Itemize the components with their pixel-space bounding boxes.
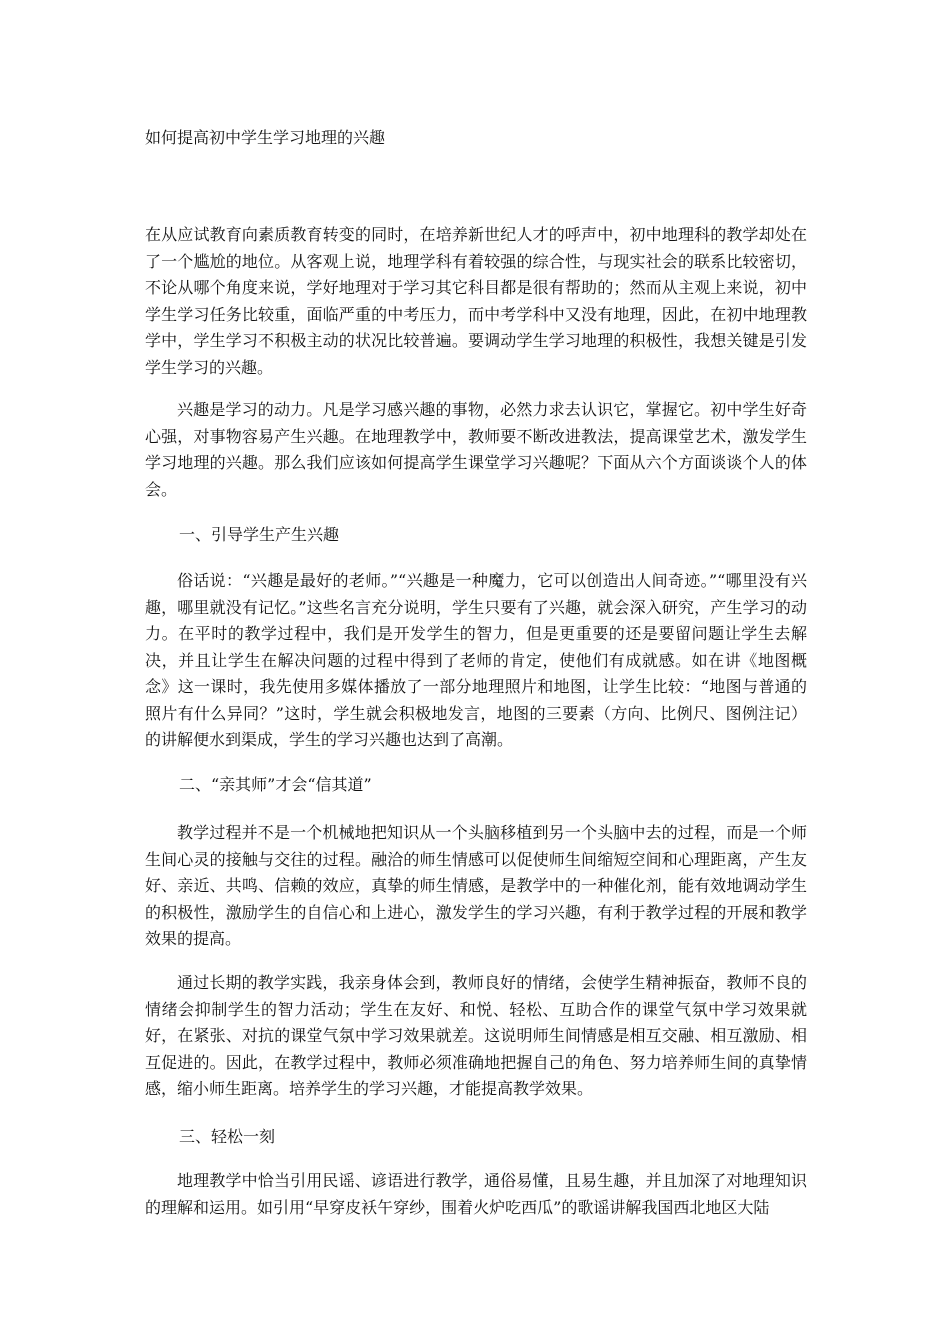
section-heading-2: 二、“亲其师”才会“信其道” [179, 775, 372, 794]
paragraph-section-1: 俗话说：“兴趣是最好的老师。”“兴趣是一种魔力，它可以创造出人间奇迹。”“哪里没有兴趣，哪里就没有记忆。”这些名言充分说明，学生只要有了兴趣，就会深入研究，产生学习的动力。在平时的教学过程中，我们是开发学生的智力，但是更重要的还是要留问题让学生去解决，并且让学生在解决问题的过程中得到了老师的肯定，使他们有成就感。如在讲《地图概念》这一课时，我先使用多媒体播放了一部分地理照片和地图，让学生比较：“地图与普通的照片有什么异同？”这时，学生就会积极地发言，地图的三要素（方向、比例尺、图例注记）的讲解便水到渠成，学生的学习兴趣也达到了高潮。 [145, 571, 807, 749]
paragraph-intro: 在从应试教育向素质教育转变的同时，在培养新世纪人才的呼声中，初中地理科的教学却处在了一个尴尬的地位。从客观上说，地理学科有着较强的综合性，与现实社会的联系比较密切，不论从哪个角度来说，学好地理对于学习其它科目都是很有帮助的；然而从主观上来说，初中学生学习任务比较重，面临严重的中考压力，而中考学科中又没有地理，因此，在初中地理教学中，学生学习不积极主动的状况比较普遍。要调动学生学习地理的积极性，我想关键是引发学生学习的兴趣。 [145, 225, 807, 377]
paragraph-section-2b: 通过长期的教学实践，我亲身体会到，教师良好的情绪，会使学生精神振奋，教师不良的情绪会抑制学生的智力活动；学生在友好、和悦、轻松、互助合作的课堂气氛中学习效果就好，在紧张、对抗的课堂气氛中学习效果就差。这说明师生间情感是相互交融、相互激励、相互促进的。因此，在教学过程中，教师必须准确地把握自己的角色、努力培养师生间的真挚情感，缩小师生距离。培养学生的学习兴趣，才能提高教学效果。 [145, 973, 807, 1098]
paragraph-section-3: 地理教学中恰当引用民谣、谚语进行教学，通俗易懂，且易生趣，并且加深了对地理知识的理解和运用。如引用“早穿皮袄午穿纱，围着火炉吃西瓜”的歌谣讲解我国西北地区大陆 [145, 1171, 807, 1217]
section-heading-3: 三、轻松一刻 [179, 1127, 276, 1146]
paragraph-section-2a: 教学过程并不是一个机械地把知识从一个头脑移植到另一个头脑中去的过程，而是一个师生间心灵的接触与交往的过程。融洽的师生情感可以促使师生间缩短空间和心理距离，产生友好、亲近、共鸣、信赖的效应，真挚的师生情感，是教学中的一种催化剂，能有效地调动学生的积极性，激励学生的自信心和上进心，激发学生的学习兴趣，有利于教学过程的开展和教学效果的提高。 [145, 823, 807, 948]
paragraph-interest-motivation: 兴趣是学习的动力。凡是学习感兴趣的事物，必然力求去认识它，掌握它。初中学生好奇心强，对事物容易产生兴趣。在地理教学中，教师要不断改进教法，提高课堂艺术，激发学生学习地理的兴趣。那么我们应该如何提高学生课堂学习兴趣呢？下面从六个方面谈谈个人的体会。 [145, 400, 807, 499]
document-title: 如何提高初中学生学习地理的兴趣 [145, 128, 386, 147]
section-heading-1: 一、引导学生产生兴趣 [179, 525, 340, 544]
